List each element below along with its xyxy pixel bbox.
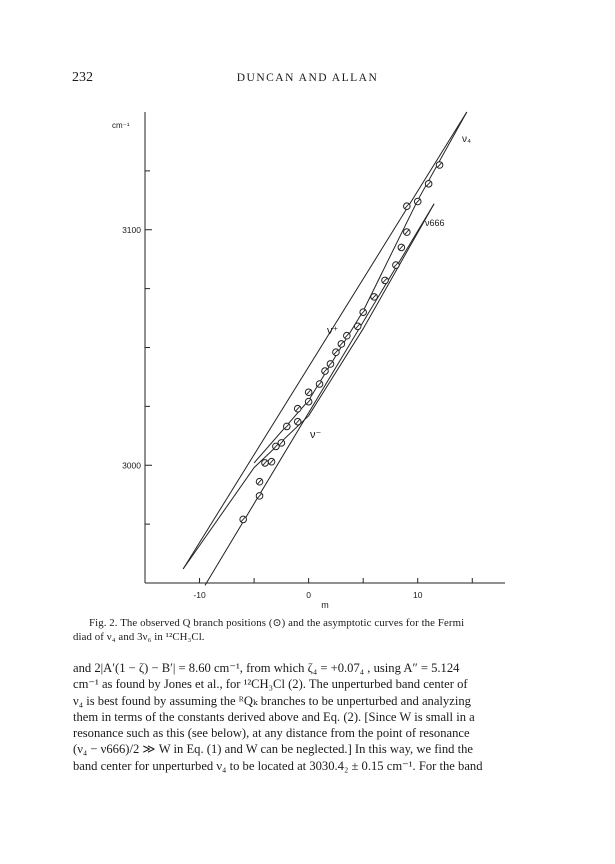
data-point bbox=[360, 309, 367, 316]
data-point bbox=[404, 203, 411, 210]
label-v666: ν666 bbox=[425, 218, 445, 228]
label-vminus: ν⁻ bbox=[310, 429, 322, 441]
curve-series-3 bbox=[183, 204, 434, 569]
body-line: (ν₄ − ν666)/2 ≫ W in Eq. (1) and W can be neglected.] In this way, we find the bbox=[73, 742, 474, 757]
data-point bbox=[278, 440, 285, 447]
data-point bbox=[425, 181, 432, 188]
body-line: cm⁻¹ as found by Jones et al., for ¹²CH₃Cl (2). The unperturbed band center of bbox=[73, 677, 468, 692]
curve-series-1 bbox=[205, 204, 434, 586]
data-point bbox=[294, 405, 301, 412]
x-tick-label: -10 bbox=[193, 590, 206, 600]
caption-line: Fig. 2. The observed Q branch positions (⊙) and the asymptotic curves for the Fermi bbox=[89, 617, 465, 629]
page-number: 232 bbox=[72, 70, 93, 85]
x-axis-label: m bbox=[321, 600, 329, 610]
data-point bbox=[404, 229, 411, 236]
body-line: ν₄ is best found by assuming the ᴿQₖ branches to be unperturbed and analyzing bbox=[73, 693, 471, 708]
data-point bbox=[240, 516, 247, 523]
data-point bbox=[256, 493, 263, 500]
data-point bbox=[354, 323, 361, 330]
y-tick-label: 3000 bbox=[122, 460, 141, 471]
data-point bbox=[371, 294, 378, 301]
body-line: and 2|A′(1 − ζ) − B′| = 8.60 cm⁻¹, from which ζ₄ = +0.07₄ , using A″ = 5.124 bbox=[73, 661, 460, 675]
data-point bbox=[294, 418, 301, 425]
body-text bbox=[73, 660, 543, 774]
plot-labels bbox=[112, 121, 471, 610]
data-point bbox=[414, 198, 421, 205]
plot-curves bbox=[183, 112, 467, 585]
curve-series-0 bbox=[183, 112, 467, 569]
curve-series-2 bbox=[254, 112, 467, 463]
data-point bbox=[344, 332, 351, 339]
body-line: resonance such as this (see below), at any distance from the point of resonance bbox=[73, 726, 470, 741]
data-point bbox=[333, 349, 340, 356]
running-head: DUNCAN AND ALLAN bbox=[236, 72, 379, 84]
label-vplus: ν⁺ bbox=[327, 325, 339, 337]
data-point bbox=[305, 398, 312, 405]
data-point bbox=[436, 162, 443, 169]
body-line: them in terms of the constants derived above and Eq. (2). [Since W is small in a bbox=[73, 709, 475, 724]
data-point bbox=[256, 478, 263, 485]
plot-axes bbox=[122, 112, 505, 600]
data-point bbox=[382, 277, 389, 284]
data-point bbox=[262, 460, 269, 467]
data-point bbox=[338, 341, 345, 348]
data-point bbox=[268, 458, 275, 465]
data-point bbox=[327, 361, 334, 368]
x-tick-label: 0 bbox=[306, 590, 312, 600]
data-point bbox=[316, 381, 323, 388]
body-line: band center for unperturbed ν₄ to be located at 3030.4₂ ± 0.15 cm⁻¹. For the band bbox=[73, 758, 483, 773]
x-tick-label: 10 bbox=[412, 590, 423, 600]
y-tick-label: 3100 bbox=[122, 224, 141, 235]
caption-line: diad of ν₄ and 3ν₆ in ¹²CH₃Cl. bbox=[73, 631, 205, 643]
data-point bbox=[284, 423, 291, 430]
y-unit-label: cm⁻¹ bbox=[112, 121, 130, 130]
label-v4: ν₄ bbox=[462, 134, 472, 145]
data-point bbox=[322, 368, 329, 375]
plot-points bbox=[240, 162, 443, 523]
data-point bbox=[398, 244, 405, 251]
data-point bbox=[305, 389, 312, 396]
figure-caption bbox=[73, 616, 543, 644]
data-point bbox=[393, 262, 400, 269]
